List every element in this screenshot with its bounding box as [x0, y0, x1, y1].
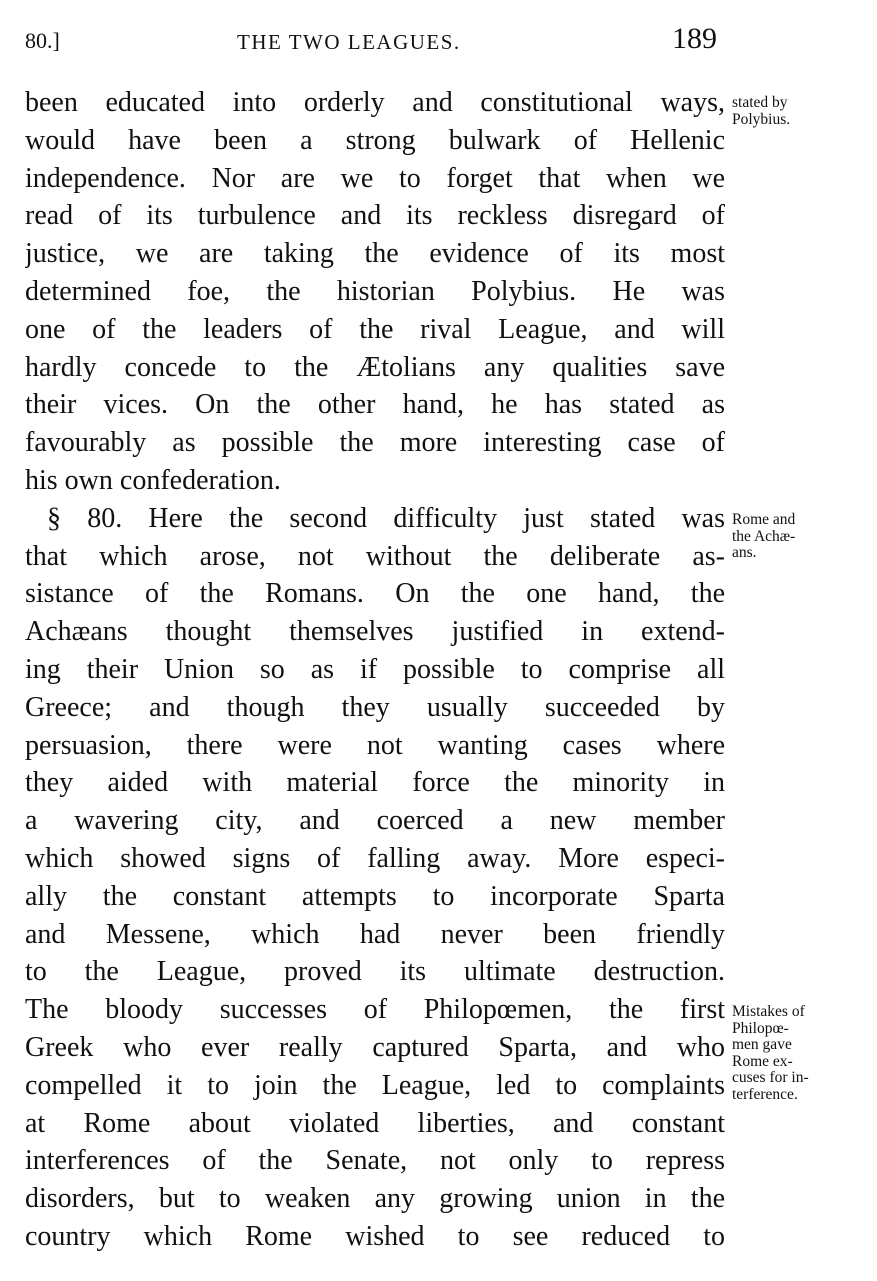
- text-line: Greece; and though they usually succeeded by: [25, 691, 725, 723]
- running-title: THE TWO LEAGUES.: [237, 30, 461, 54]
- text-line: would have been a strong bulwark of Hellenic: [25, 124, 725, 156]
- margin-note-line: Polybius.: [732, 110, 791, 128]
- text-line: they aided with material force the minority in: [25, 767, 725, 799]
- text-line: at Rome about violated liberties, and constant: [25, 1107, 725, 1139]
- text-line: independence. Nor are we to forget that when we: [25, 162, 725, 194]
- text-line: interferences of the Senate, not only to repress: [25, 1145, 725, 1177]
- margin-note-philopoemen: [732, 1004, 850, 1103]
- margin-note-line: Rome and: [732, 511, 796, 528]
- text-line: ing their Union so as if possible to comprise all: [25, 653, 725, 685]
- text-line: and Messene, which had never been friendly: [25, 918, 725, 950]
- text-line: his own confederation.: [25, 464, 281, 496]
- text-line: favourably as possible the more interesting case of: [25, 427, 725, 459]
- text-line: their vices. On the other hand, he has stated as: [25, 389, 725, 421]
- text-line: to the League, proved its ultimate destruction.: [25, 956, 725, 988]
- body-text: [25, 84, 725, 1256]
- text-line: read of its turbulence and its reckless disregard of: [25, 200, 725, 232]
- section-start-line: § 80. Here the second difficulty just stated was: [47, 502, 725, 534]
- text-line: which showed signs of falling away. More especi-: [25, 842, 725, 874]
- text-line: that which arose, not without the deliberate as-: [25, 540, 725, 572]
- margin-note-rome-achaeans: [732, 512, 850, 562]
- text-line: a wavering city, and coerced a new member: [25, 805, 725, 837]
- margin-note-line: men gave: [732, 1036, 792, 1053]
- text-line: been educated into orderly and constitutional ways,: [25, 87, 725, 118]
- margin-note-line: the Achæ-: [732, 527, 796, 545]
- running-header: [0, 22, 877, 62]
- text-line: persuasion, there were not wanting cases where: [25, 729, 725, 761]
- text-line: compelled it to join the League, led to complaints: [25, 1069, 725, 1101]
- margin-note-line: ans.: [732, 544, 757, 561]
- margin-note-line: terference.: [732, 1085, 798, 1103]
- text-line: Achæans thought themselves justified in extend-: [25, 616, 725, 648]
- text-line: one of the leaders of the rival League, and will: [25, 313, 725, 345]
- text-line: hardly concede to the Ætolians any qualities save: [25, 351, 725, 383]
- text-line: determined foe, the historian Polybius. He was: [25, 275, 725, 307]
- margin-note-line: Mistakes of: [732, 1003, 805, 1020]
- text-line: sistance of the Romans. On the one hand, the: [25, 578, 725, 610]
- section-marker: 80.]: [25, 28, 60, 53]
- text-line: disorders, but to weaken any growing union in the: [25, 1183, 725, 1215]
- margin-note-line: Rome ex-: [732, 1052, 793, 1070]
- text-line: Greek who ever really captured Sparta, and who: [25, 1031, 725, 1063]
- page-number: 189: [672, 22, 717, 55]
- margin-note-line: cuses for in-: [732, 1069, 809, 1086]
- text-line: justice, we are taking the evidence of its most: [25, 238, 725, 270]
- text-line: The bloody successes of Philopœmen, the first: [25, 994, 725, 1026]
- margin-note-line: Philopœ-: [732, 1019, 789, 1037]
- text-line: ally the constant attempts to incorporate Sparta: [25, 880, 725, 912]
- margin-note-line: stated by: [732, 94, 788, 111]
- margin-note-polybius: [732, 95, 850, 128]
- text-line: country which Rome wished to see reduced to: [25, 1220, 725, 1252]
